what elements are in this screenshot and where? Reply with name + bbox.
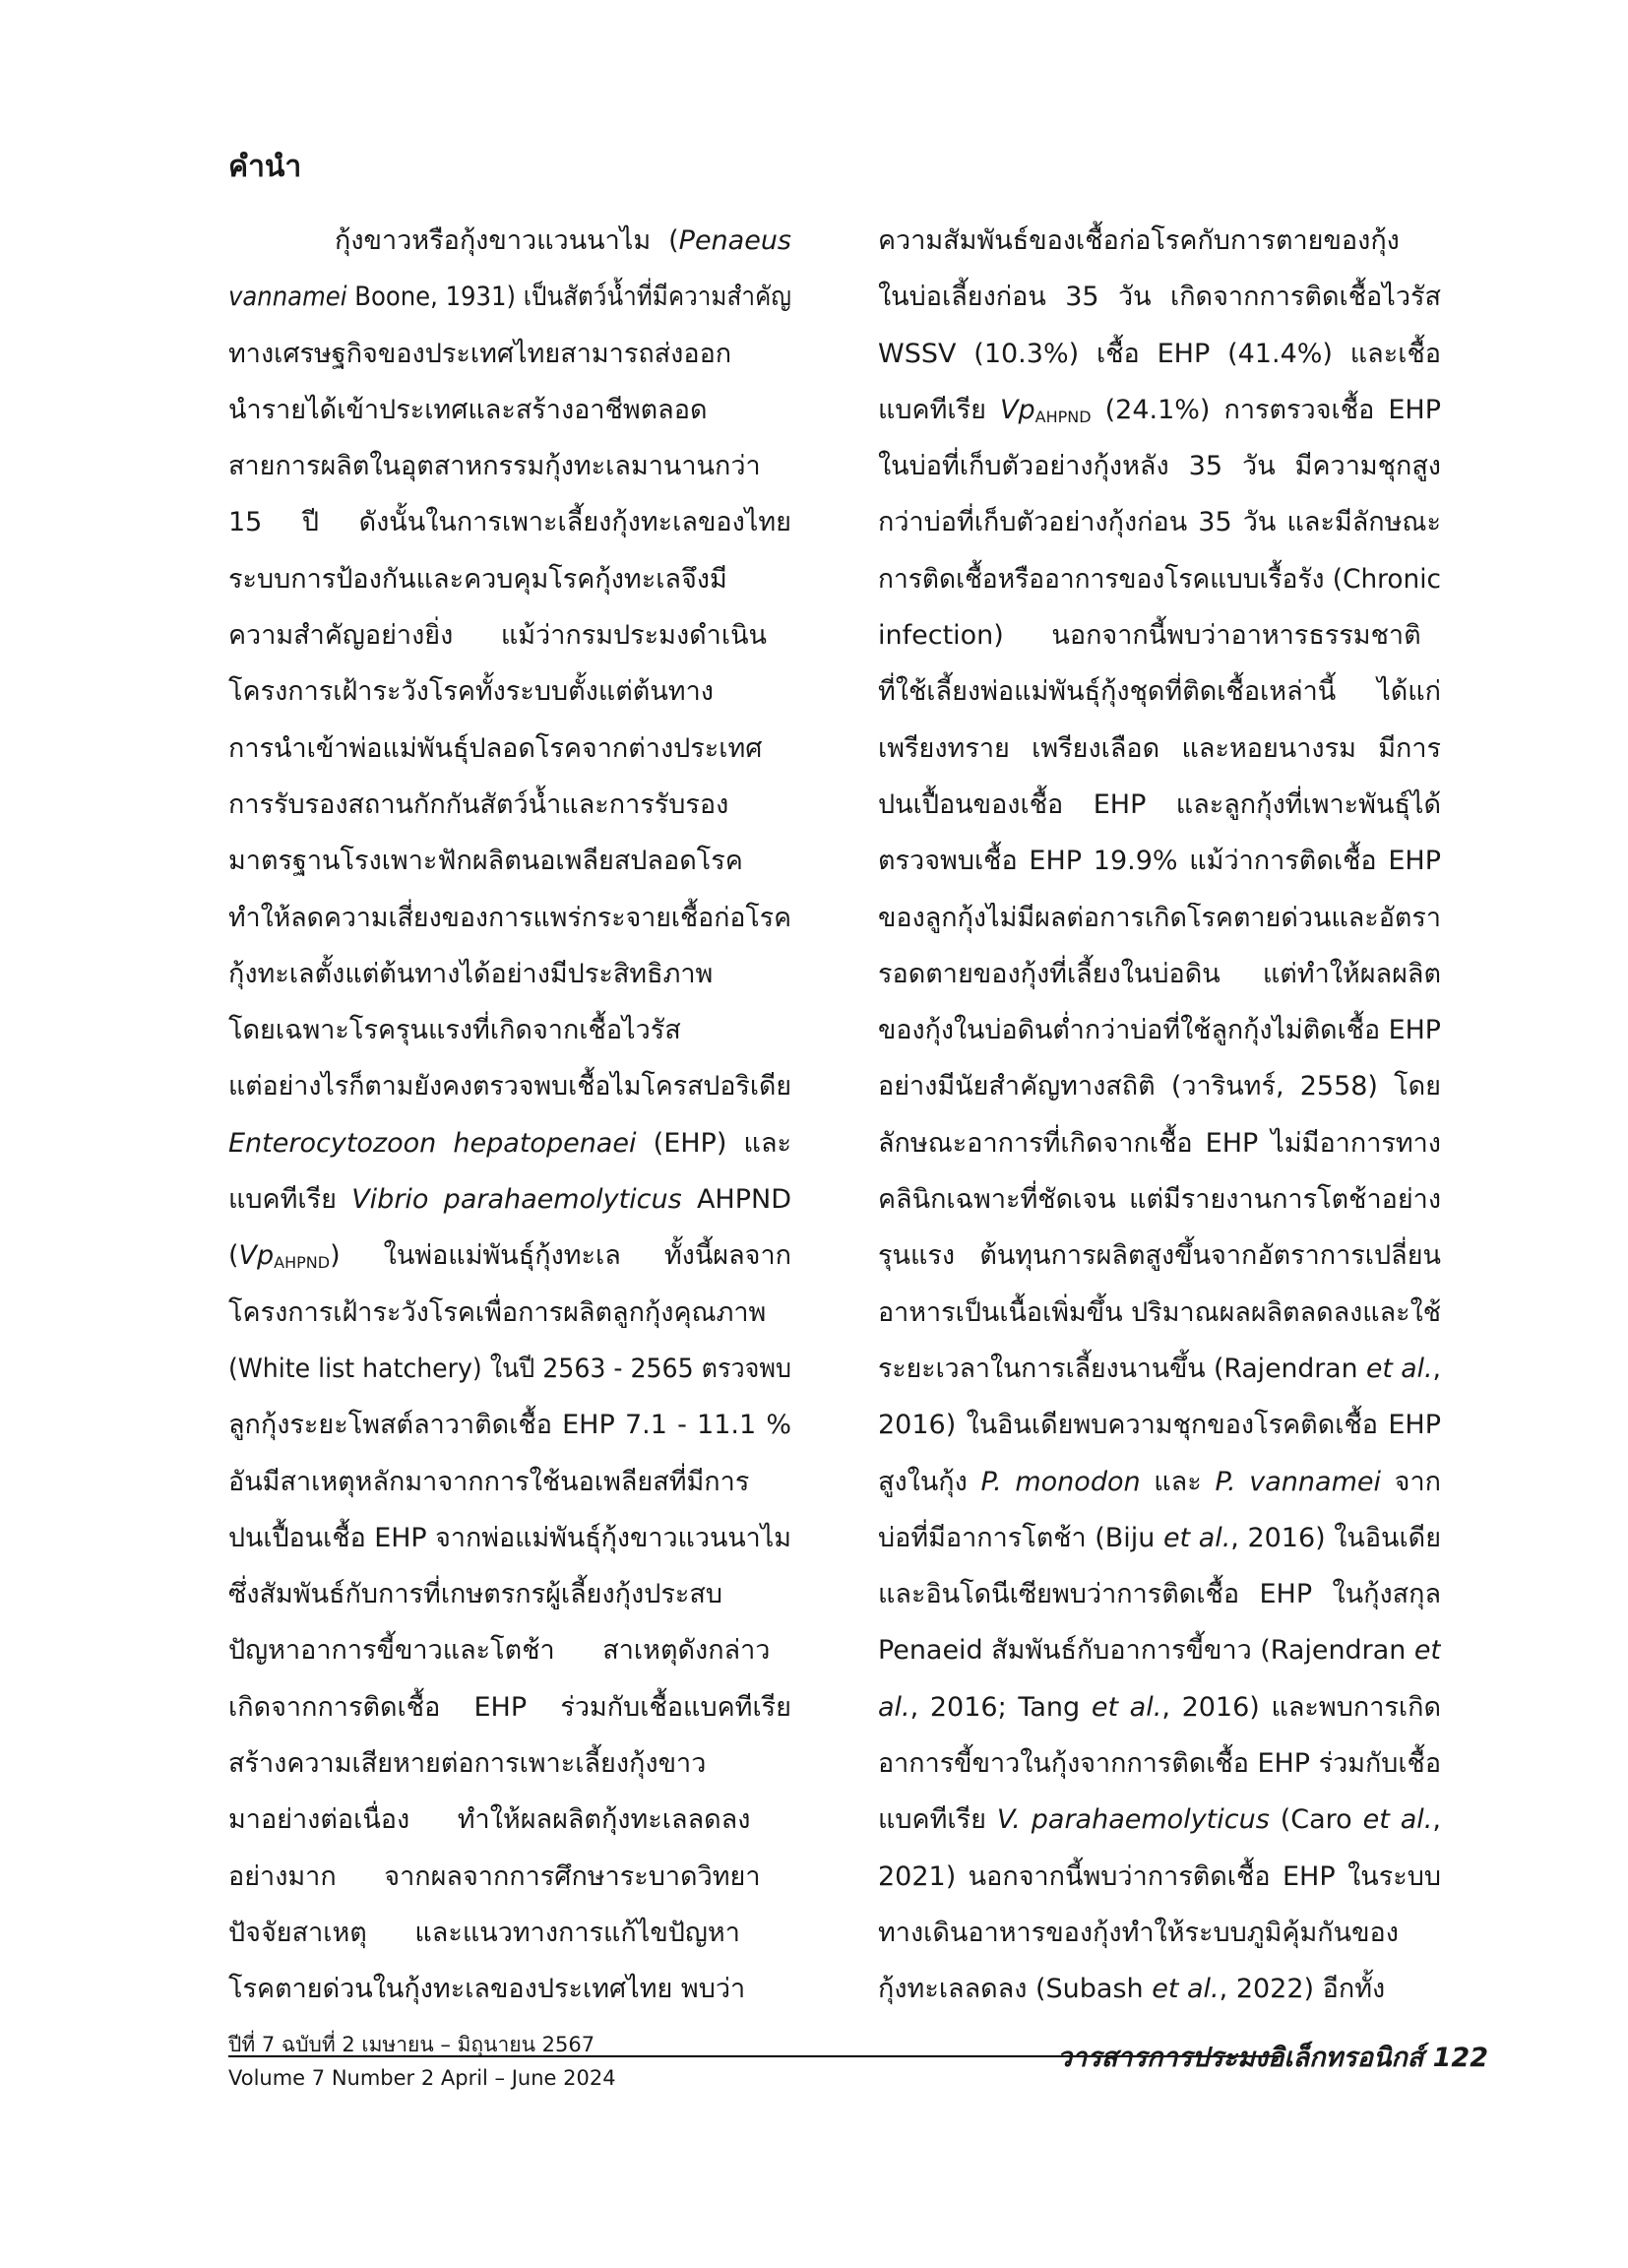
text-line: กว่าบ่อที่เก็บตัวอย่างกุ้งก่อน 35 วัน และมีลักษณะ (878, 507, 1441, 538)
text-line: เกิดจากการติดเชื้อ EHP ร่วมกับเชื้อแบคทีเรีย (228, 1691, 791, 1723)
journal-title-page-number: วารสารการประมงอิเล็กทรอนิกส์ 122 (1057, 2043, 1488, 2073)
text-line: คลินิกเฉพาะที่ชัดเจน แต่มีรายงานการโตช้าอย่าง (878, 1184, 1441, 1216)
text-line: ทำให้ลดความเสี่ยงของการแพร่กระจายเชื้อก่อโรค (228, 902, 791, 933)
text-line: กุ้งทะเลลดลง (Subash et al., 2022) อีกทั้ง (878, 1974, 1386, 2005)
text-line: ของกุ้งในบ่อดินต่ำกว่าบ่อที่ใช้ลูกกุ้งไม่ติดเชื้อ EHP (878, 1015, 1441, 1046)
footer-issue-info (228, 2028, 616, 2095)
text-line: ปนเปื้อนเชื้อ EHP จากพ่อแม่พันธุ์กุ้งขาวแวนนาไม (228, 1522, 791, 1553)
issue-english: Volume 7 Number 2 April – June 2024 (228, 2066, 616, 2090)
text-line: รอดตายของกุ้งที่เลี้ยงในบ่อดิน แต่ทำให้ผลผลิต (878, 958, 1441, 989)
text-line: อาการขี้ขาวในกุ้งจากการติดเชื้อ EHP ร่วมกับเชื้อ (878, 1748, 1441, 1780)
text-line: Penaeid สัมพันธ์กับอาการขี้ขาว (Rajendran et (878, 1635, 1441, 1667)
text-line: โดยเฉพาะโรครุนแรงที่เกิดจากเชื้อไวรัส (228, 1015, 681, 1046)
text-line: ในบ่อที่เก็บตัวอย่างกุ้งหลัง 35 วัน มีความชุกสูง (878, 451, 1441, 482)
page-footer (228, 2028, 1488, 2116)
text-line: มาตรฐานโรงเพาะฟักผลิตนอเพลียสปลอดโรค (228, 846, 743, 877)
text-line: 2016) ในอินเดียพบความชุกของโรคติดเชื้อ EHP (878, 1410, 1441, 1441)
text-line: แบคทีเรีย V. parahaemolyticus (Caro et al., (878, 1804, 1441, 1836)
text-line: ระบบการป้องกันและควบคุมโรคกุ้งทะเลจึงมี (228, 563, 727, 595)
text-line: มาอย่างต่อเนื่อง ทำให้ผลผลิตกุ้งทะเลลดลง (228, 1804, 751, 1836)
text-line: ความสัมพันธ์ของเชื้อก่อโรคกับการตายของกุ้ง (878, 225, 1400, 256)
text-line: กุ้งทะเลตั้งแต่ต้นทางได้อย่างมีประสิทธิภาพ (228, 958, 714, 989)
text-line: $(Vp_{AHPND})$ ในพ่อแม่พันธุ์กุ้งทะเล ทั้งนี้ผลจาก (228, 1240, 791, 1273)
text-line: แต่อย่างไรก็ตามยังคงตรวจพบเชื้อไมโครสปอริเดีย (228, 1071, 791, 1102)
text-line: อย่างมีนัยสำคัญทางสถิติ (วารินทร์, 2558) โดย (878, 1071, 1441, 1102)
text-line: การติดเชื้อหรืออาการของโรคแบบเรื้อรัง (Chronic (878, 563, 1441, 595)
text-line: อย่างมาก จากผลจากการศึกษาระบาดวิทยา (228, 1860, 761, 1892)
issue-thai: ปีที่ 7 ฉบับที่ 2 เมษายน – มิถุนายน 2567 (228, 2033, 595, 2056)
text-line: นำรายได้เข้าประเทศและสร้างอาชีพตลอด (228, 394, 708, 425)
text-line: สูงในกุ้ง P. monodon และ P. vannamei จาก (878, 1466, 1441, 1497)
text-line: ลักษณะอาการที่เกิดจากเชื้อ EHP ไม่มีอาการทาง (878, 1127, 1441, 1159)
text-line: ของลูกกุ้งไม่มีผลต่อการเกิดโรคตายด่วนและอัตรา (878, 902, 1441, 933)
right-column (878, 213, 1441, 2018)
text-line: แบคทีเรีย $Vp_{AHPND}$ (24.1%) การตรวจเชื้อ EHP (878, 394, 1441, 426)
text-line: สายการผลิตในอุตสาหกรรมกุ้งทะเลมานานกว่า (228, 451, 761, 482)
text-line: การรับรองสถานกักกันสัตว์น้ำและการรับรอง (228, 788, 729, 820)
text-line: ลูกกุ้งระยะโพสต์ลาวาติดเชื้อ EHP 7.1 - 11.1 % (228, 1410, 791, 1441)
left-column (228, 213, 791, 2018)
text-line: WSSV (10.3%) เชื้อ EHP (41.4%) และเชื้อ (878, 338, 1441, 369)
text-line: เพรียงทราย เพรียงเลือด และหอยนางรม มีการ (878, 732, 1441, 764)
text-line: ปัจจัยสาเหตุ และแนวทางการแก้ไขปัญหา (228, 1917, 740, 1948)
text-line: vannamei Boone, 1931) เป็นสัตว์น้ำที่มีความสำคัญ (228, 282, 791, 313)
text-line: การนำเข้าพ่อแม่พันธุ์ปลอดโรคจากต่างประเทศ (228, 732, 763, 764)
text-line: โครงการเฝ้าระวังโรคเพื่อการผลิตลูกกุ้งคุณภาพ (228, 1296, 767, 1328)
text-line: ทางเศรษฐกิจของประเทศไทยสามารถส่งออก (228, 338, 732, 369)
text-line: สร้างความเสียหายต่อการเพาะเลี้ยงกุ้งขาว (228, 1748, 707, 1780)
text-line: ปนเปื้อนของเชื้อ EHP และลูกกุ้งที่เพาะพันธุ์ได้ (878, 788, 1441, 820)
text-line: กุ้งขาวหรือกุ้งขาวแวนนาไม (Penaeus (228, 225, 791, 256)
text-line: อาหารเป็นเนื้อเพิ่มขึ้น ปริมาณผลผลิตลดลงและใช้ (878, 1296, 1441, 1328)
text-line: ในบ่อเลี้ยงก่อน 35 วัน เกิดจากการติดเชื้อไวรัส (878, 282, 1441, 313)
text-line: รุนแรง ต้นทุนการผลิตสูงขึ้นจากอัตราการเปลี่ยน (878, 1240, 1441, 1272)
text-line: ความสำคัญอย่างยิ่ง แม้ว่ากรมประมงดำเนิน (228, 620, 767, 652)
text-line: (White list hatchery) ในปี 2563 - 2565 ตรวจพบ (228, 1353, 791, 1384)
text-line: แบคทีเรีย Vibrio parahaemolyticus AHPND (228, 1184, 791, 1216)
text-line: ระยะเวลาในการเลี้ยงนานขึ้น (Rajendran et al., (878, 1353, 1441, 1384)
text-line: โรคตายด่วนในกุ้งทะเลของประเทศไทย พบว่า (228, 1974, 746, 2005)
text-line: ที่ใช้เลี้ยงพ่อแม่พันธุ์กุ้งชุดที่ติดเชื้อเหล่านี้ ได้แก่ (878, 676, 1441, 708)
text-line: ปัญหาอาการขี้ขาวและโตช้า สาเหตุดังกล่าว (228, 1635, 771, 1667)
text-line: ตรวจพบเชื้อ EHP 19.9% แม้ว่าการติดเชื้อ EHP (878, 846, 1441, 877)
text-line: และอินโดนีเซียพบว่าการติดเชื้อ EHP ในกุ้งสกุล (878, 1579, 1441, 1610)
text-line: โครงการเฝ้าระวังโรคทั้งระบบตั้งแต่ต้นทาง (228, 676, 714, 708)
text-line: 2021) นอกจากนี้พบว่าการติดเชื้อ EHP ในระบบ (878, 1860, 1441, 1892)
text-line: al., 2016; Tang et al., 2016) และพบการเกิด (878, 1691, 1441, 1723)
text-line: อันมีสาเหตุหลักมาจากการใช้นอเพลียสที่มีการ (228, 1466, 750, 1497)
text-line: ซึ่งสัมพันธ์กับการที่เกษตรกรผู้เลี้ยงกุ้งประสบ (228, 1579, 722, 1610)
text-line: บ่อที่มีอาการโตช้า (Biju et al., 2016) ในอินเดีย (878, 1522, 1441, 1553)
section-heading: คำนำ (228, 150, 302, 184)
text-line: infection) นอกจากนี้พบว่าอาหารธรรมชาติ (878, 620, 1421, 652)
text-line: 15 ปี ดังนั้นในการเพาะเลี้ยงกุ้งทะเลของไทย (228, 507, 791, 538)
text-line: Enterocytozoon hepatopenaei (EHP) และ (228, 1127, 791, 1159)
text-line: ทางเดินอาหารของกุ้งทำให้ระบบภูมิคุ้มกันของ (878, 1917, 1399, 1948)
